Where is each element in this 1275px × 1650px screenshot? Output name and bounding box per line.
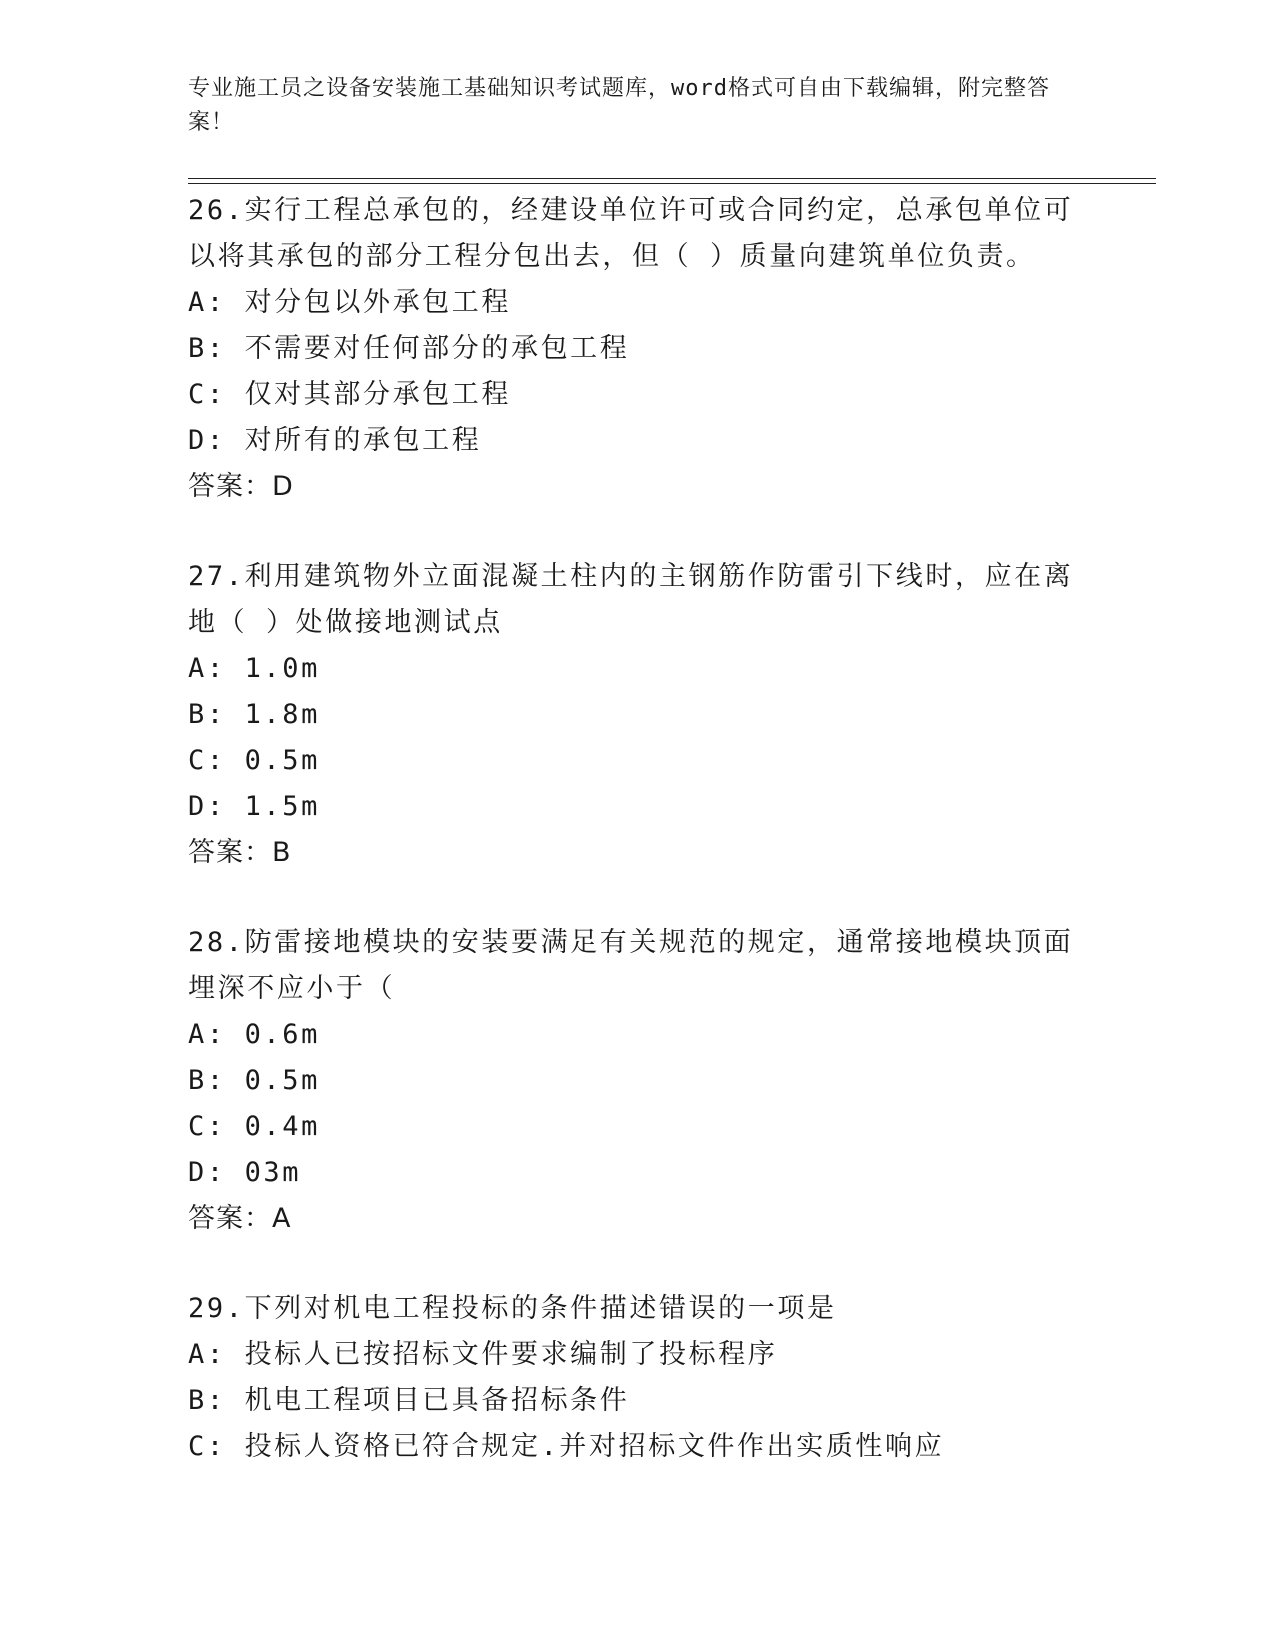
option-b: B: 1.8m — [188, 699, 320, 730]
option-c: C: 0.5m — [188, 745, 320, 776]
question-text: 29.下列对机电工程投标的条件描述错误的一项是 — [188, 1293, 837, 1324]
option-d: D: 03m — [188, 1157, 302, 1188]
answer-line: 答案：B — [188, 837, 292, 868]
question-text: 26.实行工程总承包的，经建设单位许可或合同约定，总承包单位可以将其承包的部分工程分包出去，但（ ）质量向建筑单位负责。 — [188, 195, 1074, 272]
option-b: B: 不需要对任何部分的承包工程 — [188, 333, 630, 364]
header-divider-bottom — [188, 183, 1156, 184]
option-b: B: 机电工程项目已具备招标条件 — [188, 1385, 630, 1416]
document-header: 专业施工员之设备安装施工基础知识考试题库，word格式可自由下载编辑，附完整答案！ — [188, 76, 1050, 135]
question-27 — [188, 554, 1088, 876]
question-text: 28.防雷接地模块的安装要满足有关规范的规定，通常接地模块顶面埋深不应小于（ — [188, 927, 1074, 1004]
option-d: D: 1.5m — [188, 791, 320, 822]
option-d: D: 对所有的承包工程 — [188, 425, 482, 456]
question-list — [188, 188, 1088, 1514]
option-a: A: 对分包以外承包工程 — [188, 287, 511, 318]
option-a: A: 0.6m — [188, 1019, 320, 1050]
question-29 — [188, 1286, 1088, 1470]
header-divider-top — [188, 178, 1156, 179]
answer-line: 答案：A — [188, 1203, 292, 1234]
option-c: C: 0.4m — [188, 1111, 320, 1142]
option-a: A: 投标人已按招标文件要求编制了投标程序 — [188, 1339, 778, 1370]
option-c: C: 仅对其部分承包工程 — [188, 379, 511, 410]
option-b: B: 0.5m — [188, 1065, 320, 1096]
answer-line: 答案：D — [188, 471, 294, 502]
option-c: C: 投标人资格已符合规定.并对招标文件作出实质性响应 — [188, 1431, 945, 1462]
question-26 — [188, 188, 1088, 510]
question-text: 27.利用建筑物外立面混凝土柱内的主钢筋作防雷引下线时，应在离地（ ）处做接地测试点 — [188, 561, 1074, 638]
question-28 — [188, 920, 1088, 1242]
option-a: A: 1.0m — [188, 653, 320, 684]
